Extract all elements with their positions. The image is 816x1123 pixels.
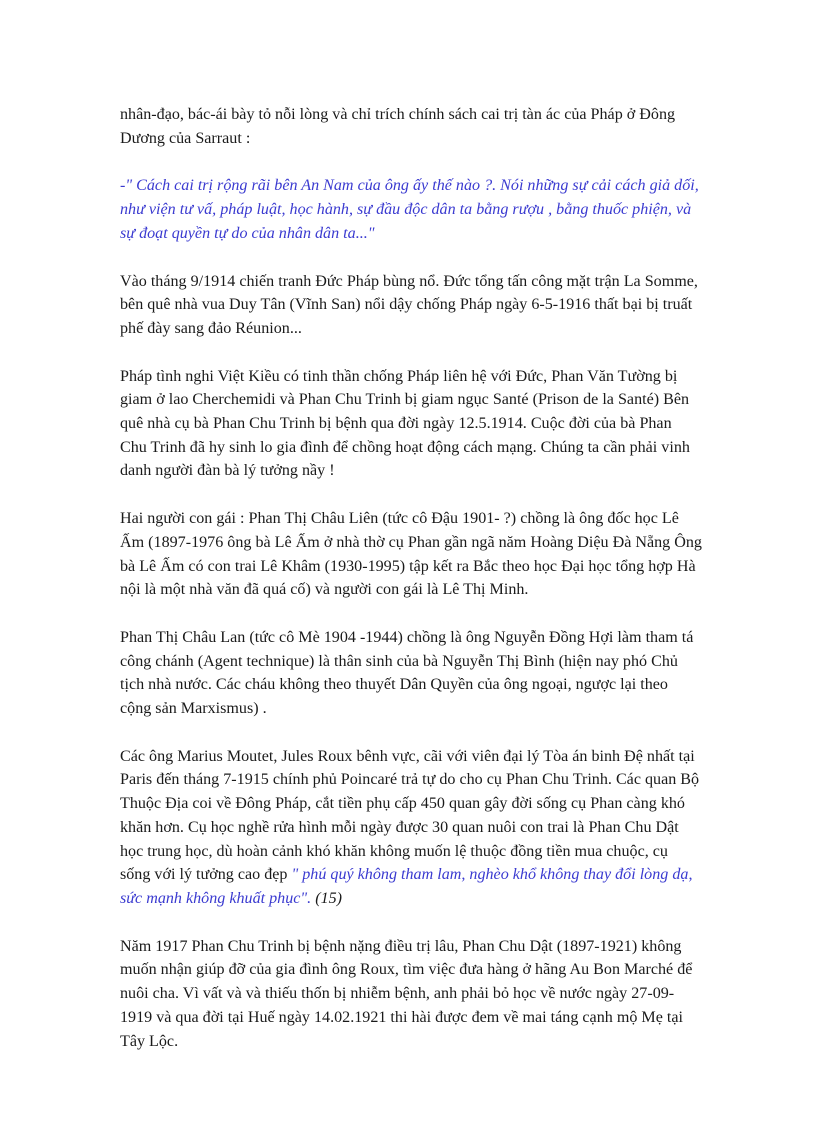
phan-quote: " phú quý không tham lam, nghèo khổ không thay đổi lòng dạ, sức mạnh không khuất phục". (120, 866, 693, 907)
paragraph-6: Phan Thị Châu Lan (tức cô Mè 1904 -1944) chồng là ông Nguyễn Đồng Hợi làm tham tá công chánh (Agent technique) là thân sinh của bà Nguyễn Thị Bình (hiện nay phó Chủ tịch nhà nước. Các cháu không theo thuyết Dân Quyền của ông ngoại, ngược lại theo cộng sản Marxismus) . (120, 628, 694, 718)
sarraut-quote: -" Cách cai trị rộng rãi bên An Nam của ông ấy thế nào ?. Nói những sự cải cách giả dối, như viện tư vấ, pháp luật, học hành, sự đầu độc dân ta bằng rượu , bằng thuốc phiện, và sự đoạt quyền tự do của nhân dân ta..." (120, 177, 699, 242)
paragraph-8: Năm 1917 Phan Chu Trinh bị bệnh nặng điều trị lâu, Phan Chu Dật (1897-1921) không muốn nhận giúp đỡ của gia đình ông Roux, tìm việc đưa hàng ở hãng Au Bon Marché để nuôi cha. Vì vất và và thiếu thốn bị nhiễm bệnh, anh phải bỏ học về nước ngày 27-09-1919 và qua đời tại Huế ngày 14.02.1921 thi hài được đem về mai táng cạnh mộ Mẹ tại Tây Lộc. (120, 937, 693, 1050)
paragraph-3: Vào tháng 9/1914 chiến tranh Đức Pháp bùng nổ. Đức tổng tấn công mặt trận La Somme, bên quê nhà vua Duy Tân (Vĩnh San) nổi dậy chống Pháp ngày 6-5-1916 thất bại bị truất phế đày sang đảo Réunion... (120, 272, 698, 337)
paragraph-4: Pháp tình nghi Việt Kiều có tinh thần chống Pháp liên hệ với Đức, Phan Văn Tường bị giam ở lao Cherchemidi và Phan Chu Trinh bị giam ngục Santé (Prison de la Santé) Bên quê nhà cụ bà Phan Chu Trinh bị bệnh qua đời ngày 12.5.1914. Cuộc đời của bà Phan Chu Trinh đã hy sinh lo gia đình để chồng hoạt động cách mạng. Chúng ta cần phải vinh danh người đàn bà lý tưởng nầy ! (120, 367, 690, 480)
paragraph-7-text: Các ông Marius Moutet, Jules Roux bênh vực, cãi với viên đại lý Tòa án binh Đệ nhất tại Paris đến tháng 7-1915 chính phủ Poincaré trả tự do cho cụ Phan Chu Trinh. Các quan Bộ Thuộc Địa coi về Đông Pháp, cắt tiền phụ cấp 450 quan gây đời sống cụ Phan càng khó khăn hơn. Cụ học nghề rửa hình mỗi ngày được 30 quan nuôi con trai là Phan Chu Dật học trung học, dù hoàn cảnh khó khăn không muốn lệ thuộc đồng tiền mua chuộc, cụ sống với lý tưởng cao đẹp (120, 747, 700, 884)
paragraph-1: nhân-đạo, bác-ái bày tỏ nỗi lòng và chỉ trích chính sách cai trị tàn ác của Pháp ở Đông Dương của Sarraut : (120, 106, 676, 147)
paragraph-5: Hai người con gái : Phan Thị Châu Liên (tức cô Đậu 1901- ?) chồng là ông đốc học Lê Ấm (1897-1976 ông bà Lê Ấm ở nhà thờ cụ Phan gần ngã năm Hoàng Diệu Đà Nẵng Ông bà Lê Ấm có con trai Lê Khâm (1930-1995) tập kết ra Bắc theo học Đại học tổng hợp Hà nội là một nhà văn đã quá cố) và người con gái là Lê Thị Minh. (120, 510, 702, 599)
paragraph-7 (120, 745, 702, 911)
document-page (120, 103, 702, 1077)
citation-15: (15) (311, 889, 343, 907)
